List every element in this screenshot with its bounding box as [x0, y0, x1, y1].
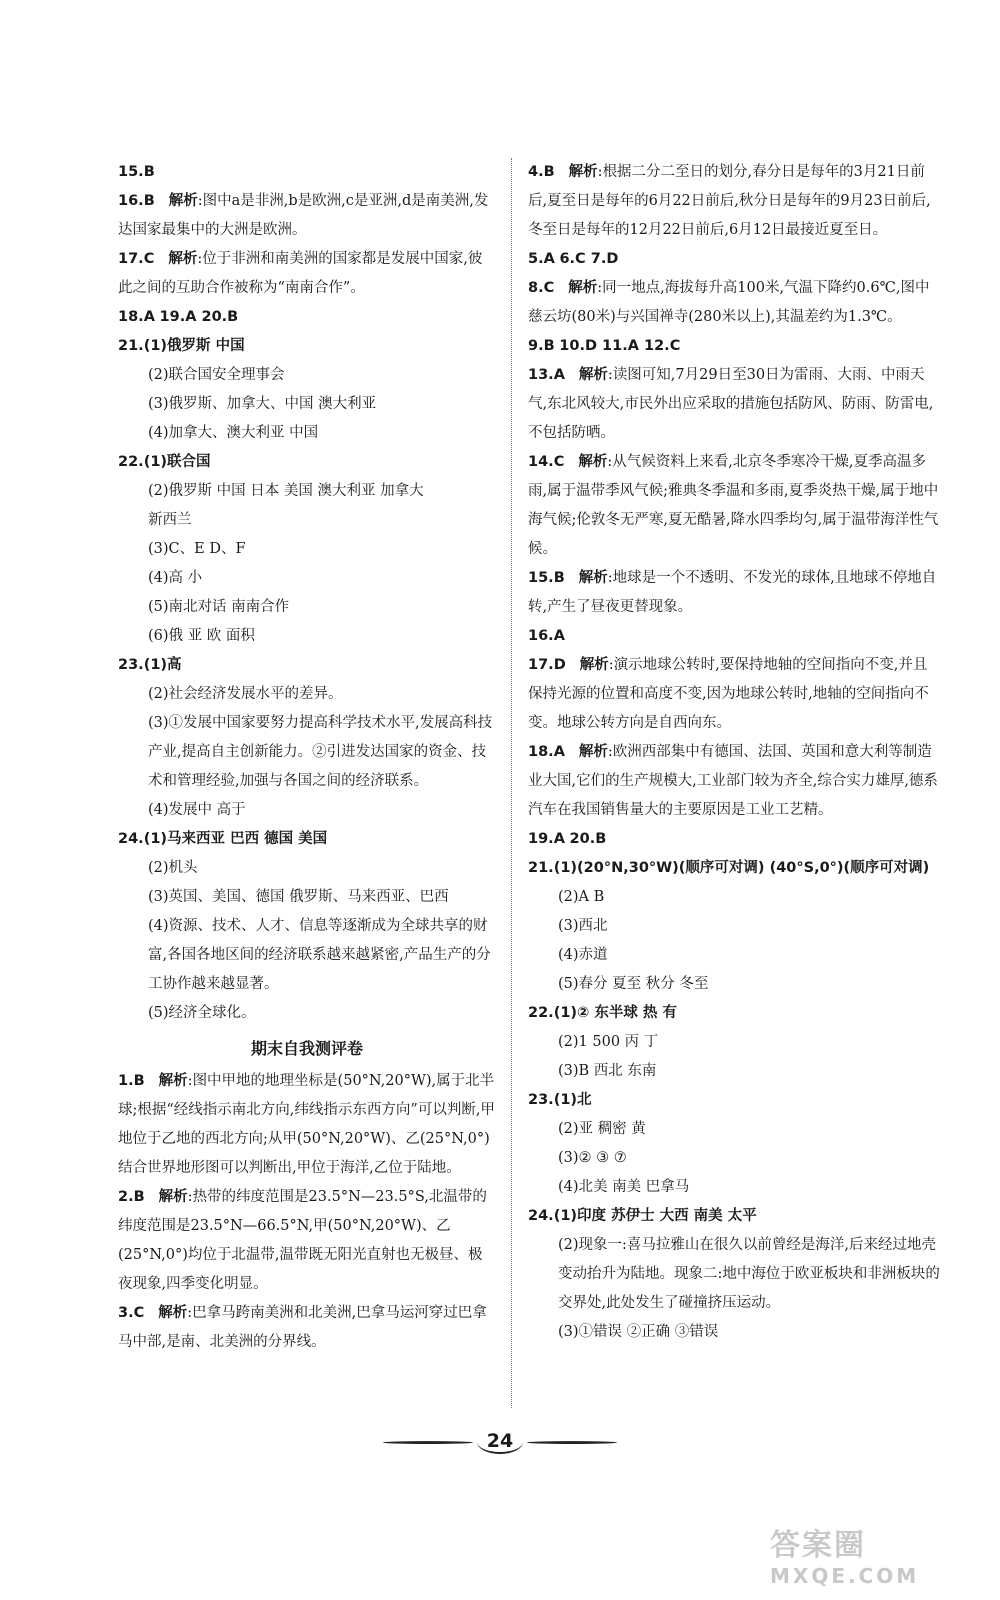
page-number-rule-right: [527, 1441, 617, 1444]
analysis-tag: 解析: [158, 1073, 188, 1089]
answer-text: B: [543, 164, 555, 180]
column-divider: [511, 158, 512, 1408]
answer-text: (1)印度 苏伊士 大西 南美 太平: [553, 1208, 757, 1224]
question-number: 2.: [118, 1189, 134, 1205]
answer-subline: (3)①错误 ②正确 ③错误: [558, 1324, 719, 1340]
question-number: 1.: [118, 1073, 134, 1089]
analysis-detail: 巴拿马跨南美洲和北美洲,巴拿马运河穿过巴拿马中部,是南、北美洲的分界线。: [118, 1305, 487, 1350]
answer-item: 3.C 解析:巴拿马跨南美洲和北美洲,巴拿马运河穿过巴拿马中部,是南、北美洲的分界线。: [118, 1305, 487, 1350]
answer-text: A: [553, 628, 565, 644]
answer-subline: (6)俄 亚 欧 面积: [148, 628, 255, 644]
answer-subline: (5)经济全球化。: [148, 1005, 256, 1021]
answer-subline: 新西兰: [148, 512, 192, 528]
answer-text: B: [133, 1189, 145, 1205]
answer-item: [118, 390, 496, 419]
question-number: 22.: [118, 454, 144, 470]
answer-item: [528, 245, 940, 274]
answer-item: [118, 477, 496, 506]
answer-text: B: [543, 338, 555, 354]
answer-item: [118, 709, 496, 796]
page-number-rule-left: [383, 1441, 473, 1444]
analysis-tag: 解析: [158, 1305, 188, 1321]
question-number: 15.: [528, 570, 554, 586]
answer-text: C: [543, 280, 555, 296]
answer-subline: (4)赤道: [558, 947, 608, 963]
answer-text: (1)② 东半球 热 有: [553, 1005, 677, 1021]
answer-item: [118, 158, 496, 187]
answer-text: A: [553, 744, 565, 760]
answer-item: [118, 564, 496, 593]
answer-subline: (4)北美 南美 巴拿马: [558, 1179, 690, 1195]
answer-text: D: [553, 657, 566, 673]
answer-subline: (3)西北: [558, 918, 608, 934]
answer-subline: (4)发展中 高于: [148, 802, 246, 818]
answer-item: [528, 1173, 940, 1202]
analysis-detail: 欧洲西部集中有德国、法国、英国和意大利等制造业大国,它们的生产规模大,工业部门较为齐全,综合实力雄厚,德系汽车在我国销售量大的主要原因是工业工艺精。: [528, 744, 938, 818]
left-column: [118, 158, 496, 1357]
answer-item: [118, 303, 496, 332]
answer-item: [118, 332, 496, 361]
answer-subline: (4)高 小: [148, 570, 203, 586]
question-number: 8.: [528, 280, 544, 296]
answer-extra: 6.C 7.D: [559, 251, 619, 267]
answer-item: [118, 999, 496, 1028]
answer-subline: (3)①发展中国家要努力提高科学技术水平,发展高科技产业,提高自主创新能力。②引进发达国家的资金、技术和管理经验,加强与各国之间的经济联系。: [148, 715, 493, 789]
watermark-line1: 答案圈: [770, 1528, 866, 1563]
answer-text: B: [133, 1073, 145, 1089]
answer-item: [118, 448, 496, 477]
answer-subline: (4)资源、技术、人才、信息等逐渐成为全球共享的财富,各国各地区间的经济联系越来越紧密,产品生产的分工协作越来越显著。: [148, 918, 491, 992]
analysis-detail: 演示地球公转时,要保持地轴的空间指向不变,并且保持光源的位置和高度不变,因为地球公转时,地轴的空间指向不变。地球公转方向是自西向东。: [528, 657, 929, 731]
answer-item: [118, 912, 496, 999]
answer-item: [118, 535, 496, 564]
question-number: 3.: [118, 1305, 134, 1321]
question-number: 13.: [528, 367, 554, 383]
answer-text: C: [553, 454, 565, 470]
analysis-detail: 图中甲地的地理坐标是(50°N,20°W),属于北半球;根据“经线指示南北方向,纬线指示东西方向”可以判断,甲地位于乙地的西北方向;从甲(50°N,20°W)、乙(25°N,0°)结合世界地形图可以判断出,甲位于海洋,乙位于陆地。: [118, 1073, 495, 1176]
answer-item: [528, 970, 940, 999]
answer-subline: (2)社会经济发展水平的差异。: [148, 686, 343, 702]
analysis-tag: 解析: [158, 1189, 188, 1205]
answer-item: [528, 999, 940, 1028]
analysis-detail: 图中a是非洲,b是欧洲,c是亚洲,d是南美洲,发达国家最集中的大洲是欧洲。: [118, 193, 489, 238]
answer-item: [528, 883, 940, 912]
answer-item: 8.C 解析:同一地点,海拔每升高100米,气温下降约0.6℃,图中慈云坊(80米)与兴国禅寺(280米以上),其温差约为1.3℃。: [528, 280, 930, 325]
answer-item: [528, 854, 940, 883]
answer-subline: (3)俄罗斯、加拿大、中国 澳大利亚: [148, 396, 377, 412]
answer-item: [118, 651, 496, 680]
question-number: 16.: [528, 628, 554, 644]
answer-text: C: [133, 1305, 145, 1321]
answer-subline: (5)南北对话 南南合作: [148, 599, 290, 615]
answer-subline: (4)加拿大、澳大利亚 中国: [148, 425, 319, 441]
question-number: 15.: [118, 164, 144, 180]
answer-subline: (3)C、E D、F: [148, 541, 246, 557]
question-number: 21.: [528, 860, 554, 876]
answer-item: 1.B 解析:图中甲地的地理坐标是(50°N,20°W),属于北半球;根据“经线指示南北方向,纬线指示东西方向”可以判断,甲地位于乙地的西北方向;从甲(50°N,20°W)、乙(25°N,0°)结合世界地形图可以判断出,甲位于海洋,乙位于陆地。: [118, 1073, 495, 1176]
analysis-tag: 解析: [568, 164, 598, 180]
answer-item: 2.B 解析:热带的纬度范围是23.5°N—23.5°S,北温带的纬度范围是23.5°N—66.5°N,甲(50°N,20°W)、乙(25°N,0°)均位于北温带,温带既无阳光直射也无极昼、极夜现象,四季变化明显。: [118, 1189, 487, 1292]
answer-item: 4.B 解析:根据二分二至日的划分,春分日是每年的3月21日前后,夏至日是每年的6月22日前后,秋分日是每年的9月23日前后,冬至日是每年的12月22日前后,6月12日最接近夏至日。: [528, 164, 931, 238]
answer-text: A: [543, 251, 555, 267]
answer-item: [118, 361, 496, 390]
analysis-tag: 解析: [579, 657, 609, 673]
analysis-detail: 热带的纬度范围是23.5°N—23.5°S,北温带的纬度范围是23.5°N—66.5°N,甲(50°N,20°W)、乙(25°N,0°)均位于北温带,温带既无阳光直射也无极昼、极夜现象,四季变化明显。: [118, 1189, 487, 1292]
answer-text: A: [553, 831, 565, 847]
question-number: 24.: [118, 831, 144, 847]
answer-item: [118, 883, 496, 912]
analysis-tag: 解析: [168, 251, 198, 267]
answer-item: [528, 332, 940, 361]
watermark-logo: [770, 1520, 970, 1588]
answer-item: [528, 1057, 940, 1086]
answer-subline: (2)俄罗斯 中国 日本 美国 澳大利亚 加拿大: [148, 483, 424, 499]
answer-item: [528, 1318, 940, 1347]
answer-item: [118, 854, 496, 883]
answer-text: A: [553, 367, 565, 383]
answer-text: (1)(20°N,30°W)(顺序可对调) (40°S,0°)(顺序可对调): [553, 860, 930, 876]
question-number: 14.: [528, 454, 554, 470]
answer-extra: 19.A 20.B: [159, 309, 239, 325]
question-number: 17.: [528, 657, 554, 673]
answer-item: [528, 622, 940, 651]
question-number: 18.: [528, 744, 554, 760]
question-number: 23.: [528, 1092, 554, 1108]
question-number: 22.: [528, 1005, 554, 1021]
answer-item: 13.A 解析:读图可知,7月29日至30日为雷雨、大雨、中雨天气,东北风较大,市民外出应采取的措施包括防风、防雨、防雷电,不包括防晒。: [528, 367, 934, 441]
answer-text: (1)北: [553, 1092, 592, 1108]
answer-text: (1)马来西亚 巴西 德国 美国: [143, 831, 328, 847]
answer-text: (1)高: [143, 657, 182, 673]
question-number: 9.: [528, 338, 544, 354]
right-column: [528, 158, 940, 1347]
answer-subline: (3)B 西北 东南: [558, 1063, 657, 1079]
answer-item: [118, 506, 496, 535]
analysis-tag: 解析: [578, 744, 608, 760]
question-number: 19.: [528, 831, 554, 847]
answer-item: [528, 941, 940, 970]
answer-item: [528, 1231, 940, 1318]
answer-item: [118, 593, 496, 622]
analysis-detail: 读图可知,7月29日至30日为雷雨、大雨、中雨天气,东北风较大,市民外出应采取的措施包括防风、防雨、防雷电,不包括防晒。: [528, 367, 934, 441]
answer-subline: (2)现象一:喜马拉雅山在很久以前曾经是海洋,后来经过地壳变动抬升为陆地。现象二:地中海位于欧亚板块和非洲板块的交界处,此处发生了碰撞挤压运动。: [558, 1237, 940, 1311]
answer-item: 15.B 解析:地球是一个不透明、不发光的球体,且地球不停地自转,产生了昼夜更替现象。: [528, 570, 937, 615]
answer-text: B: [143, 193, 155, 209]
watermark-line2: MXQE.COM: [770, 1564, 920, 1588]
answer-subline: (3)② ③ ⑦: [558, 1150, 627, 1166]
answer-item: 16.B 解析:图中a是非洲,b是欧洲,c是亚洲,d是南美洲,发达国家最集中的大洲是欧洲。: [118, 193, 489, 238]
answer-item: [118, 825, 496, 854]
answer-item: [118, 622, 496, 651]
answer-item: [528, 825, 940, 854]
answer-text: C: [143, 251, 155, 267]
answer-item: [528, 1144, 940, 1173]
analysis-detail: 同一地点,海拔每升高100米,气温下降约0.6℃,图中慈云坊(80米)与兴国禅寺(280米以上),其温差约为1.3℃。: [528, 280, 930, 325]
answer-item: 17.C 解析:位于非洲和南美洲的国家都是发展中国家,彼此之间的互助合作被称为“南南合作”。: [118, 251, 483, 296]
analysis-detail: 位于非洲和南美洲的国家都是发展中国家,彼此之间的互助合作被称为“南南合作”。: [118, 251, 483, 296]
answer-item: [118, 680, 496, 709]
analysis-detail: 从气候资料上来看,北京冬季寒冷干燥,夏季高温多雨,属于温带季风气候;雅典冬季温和多雨,夏季炎热干燥,属于地中海气候;伦敦冬无严寒,夏无酷暑,降水四季均匀,属于温带海洋性气候。: [528, 454, 939, 557]
answer-subline: (2)A B: [558, 889, 605, 905]
question-number: 23.: [118, 657, 144, 673]
answer-extra: 10.D 11.A 12.C: [559, 338, 681, 354]
answer-text: B: [143, 164, 155, 180]
answer-text: A: [143, 309, 155, 325]
answer-item: [528, 1202, 940, 1231]
analysis-tag: 解析: [568, 280, 598, 296]
analysis-tag: 解析: [168, 193, 198, 209]
answer-text: B: [553, 570, 565, 586]
answer-text: (1)联合国: [143, 454, 211, 470]
question-number: 4.: [528, 164, 544, 180]
answer-extra: 20.B: [569, 831, 607, 847]
answer-item: 17.D 解析:演示地球公转时,要保持地轴的空间指向不变,并且保持光源的位置和高度不变,因为地球公转时,地轴的空间指向不变。地球公转方向是自西向东。: [528, 657, 929, 731]
answer-item: [528, 1086, 940, 1115]
analysis-tag: 解析: [578, 570, 608, 586]
answer-subline: (2)1 500 丙 丁: [558, 1034, 659, 1050]
answer-item: 18.A 解析:欧洲西部集中有德国、法国、英国和意大利等制造业大国,它们的生产规模大,工业部门较为齐全,综合实力雄厚,德系汽车在我国销售量大的主要原因是工业工艺精。: [528, 744, 938, 818]
answer-item: [118, 419, 496, 448]
analysis-detail: 根据二分二至日的划分,春分日是每年的3月21日前后,夏至日是每年的6月22日前后,秋分日是每年的9月23日前后,冬至日是每年的12月22日前后,6月12日最接近夏至日。: [528, 164, 931, 238]
page-number-block: [0, 1430, 1000, 1454]
answer-subline: (2)亚 稠密 黄: [558, 1121, 646, 1137]
question-number: 17.: [118, 251, 144, 267]
question-number: 5.: [528, 251, 544, 267]
answer-item: [528, 1028, 940, 1057]
answer-item: [528, 912, 940, 941]
analysis-tag: 解析: [578, 454, 608, 470]
question-number: 16.: [118, 193, 144, 209]
answer-item: 14.C 解析:从气候资料上来看,北京冬季寒冷干燥,夏季高温多雨,属于温带季风气候;雅典冬季温和多雨,夏季炎热干燥,属于地中海气候;伦敦冬无严寒,夏无酷暑,降水四季均匀,属于温带海洋性气候。: [528, 454, 939, 557]
answer-subline: (2)机头: [148, 860, 198, 876]
answer-subline: (5)春分 夏至 秋分 冬至: [558, 976, 709, 992]
answer-item: [528, 1115, 940, 1144]
page-number: 24: [477, 1430, 523, 1454]
answer-text: (1)俄罗斯 中国: [143, 338, 245, 354]
section-title: 期末自我测评卷: [250, 1039, 363, 1058]
answer-subline: (2)联合国安全理事会: [148, 367, 285, 383]
question-number: 24.: [528, 1208, 554, 1224]
question-number: 21.: [118, 338, 144, 354]
question-number: 18.: [118, 309, 144, 325]
answer-item: [118, 796, 496, 825]
analysis-detail: 地球是一个不透明、不发光的球体,且地球不停地自转,产生了昼夜更替现象。: [528, 570, 937, 615]
analysis-tag: 解析: [578, 367, 608, 383]
answer-subline: (3)英国、美国、德国 俄罗斯、马来西亚、巴西: [148, 889, 449, 905]
